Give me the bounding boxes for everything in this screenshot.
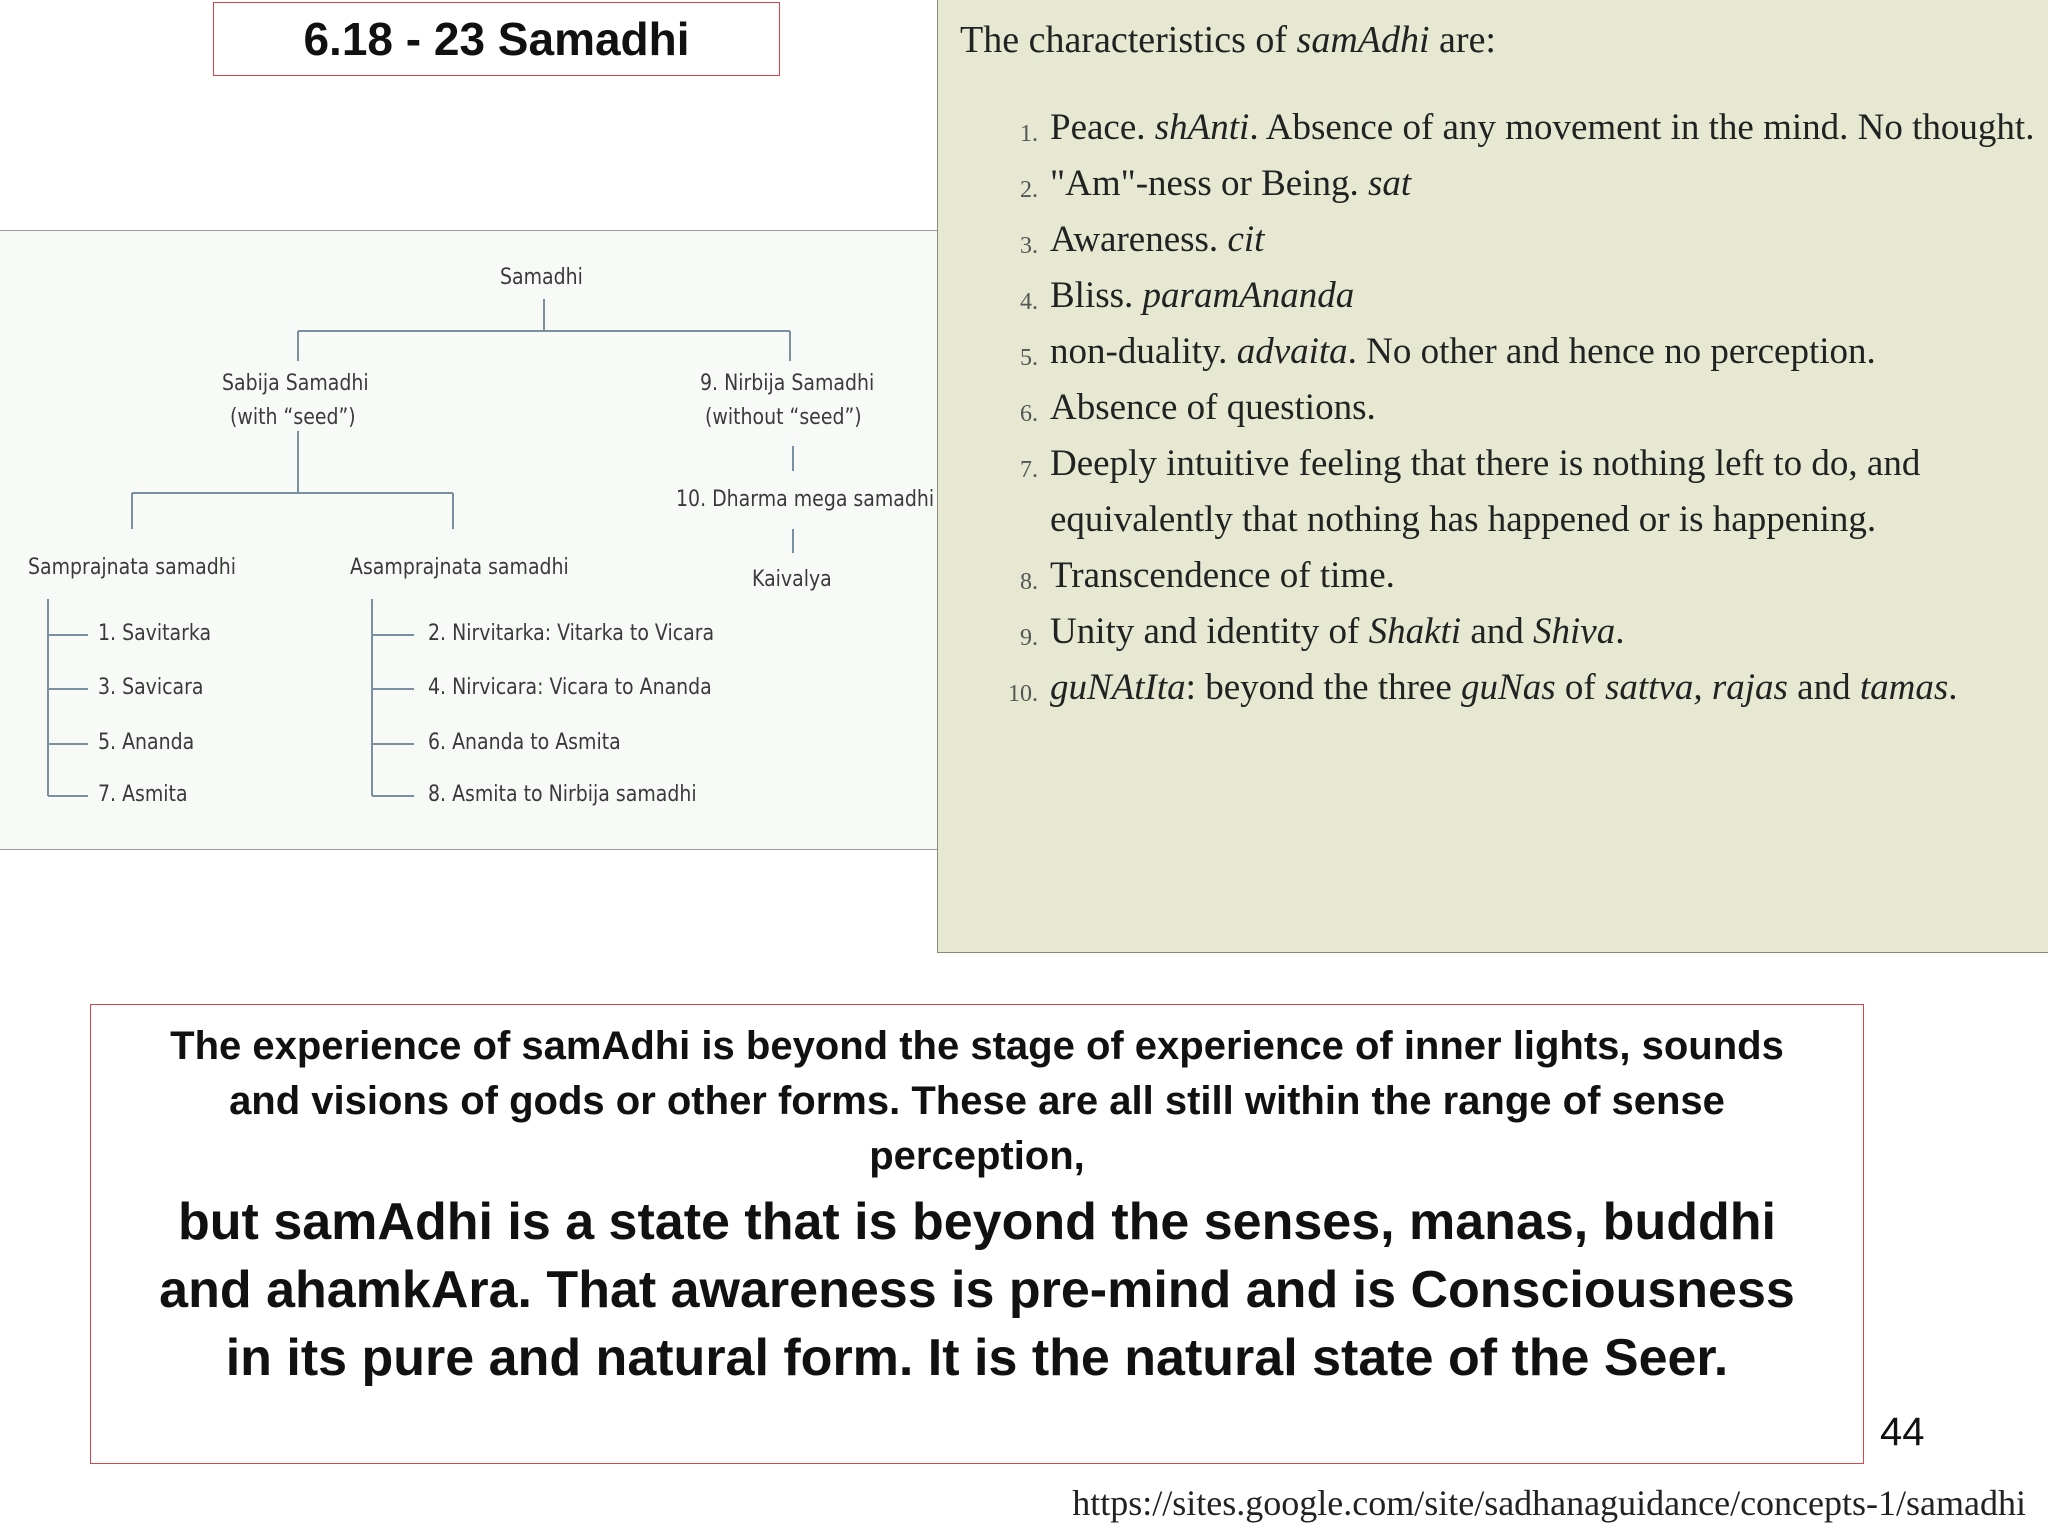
characteristic-item (938, 100, 2038, 156)
characteristic-text: and (1787, 667, 1860, 708)
characteristic-item (938, 324, 2038, 380)
page-number: 44 (1880, 1410, 1925, 1454)
samadhi-tree-diagram (0, 230, 937, 850)
diagram-sabija-sub: (with “seed”) (230, 405, 356, 430)
characteristic-text: Bliss. (1050, 275, 1143, 316)
characteristic-item (938, 548, 2038, 604)
characteristic-text: Transcendence of time. (1050, 555, 1395, 596)
characteristic-text: guNAtIta (1050, 667, 1186, 708)
characteristic-number: 9. (1020, 625, 1038, 651)
samprajnata-item: 3. Savicara (98, 675, 204, 700)
characteristic-text: : beyond the three (1185, 667, 1462, 708)
characteristics-panel (937, 0, 2048, 953)
characteristic-text: cit (1227, 219, 1265, 260)
characteristic-text: guNas (1461, 667, 1556, 708)
summary-box (90, 1004, 1864, 1464)
characteristic-number: 8. (1020, 569, 1038, 595)
characteristic-text: . Absence of any movement in the mind. No thought. (1249, 107, 2035, 148)
diagram-kaivalya: Kaivalya (752, 567, 832, 592)
characteristic-text: . No other and hence no perception. (1347, 331, 1876, 372)
asamprajnata-item: 6. Ananda to Asmita (428, 730, 621, 755)
source-url[interactable]: https://sites.google.com/site/sadhanaguidance/concepts-1/samadhi (1072, 1483, 2026, 1523)
characteristic-text: shAnti (1154, 107, 1250, 148)
diagram-asamprajnata: Asamprajnata samadhi (350, 555, 569, 580)
characteristic-text: advaita (1236, 331, 1348, 372)
characteristic-item (938, 380, 2038, 436)
characteristic-text: sat (1367, 163, 1412, 204)
characteristic-text: paramAnanda (1142, 275, 1355, 316)
characteristic-text: Peace. (1050, 107, 1155, 148)
characteristic-text: Shakti (1368, 611, 1462, 652)
characteristic-text: tamas (1859, 667, 1949, 708)
characteristic-number: 5. (1020, 345, 1038, 371)
characteristic-text: non-duality. (1050, 331, 1237, 372)
asamprajnata-item: 4. Nirvicara: Vicara to Ananda (428, 675, 712, 700)
characteristic-text: Shiva (1533, 611, 1616, 652)
diagram-samprajnata: Samprajnata samadhi (28, 555, 237, 580)
summary-intro: The experience of samAdhi is beyond the stage of experience of inner lights, sounds and visions of gods or other forms. These are all still within the range of sense perception, (170, 1024, 1784, 1178)
characteristic-text: . (1615, 611, 1625, 652)
heading-term: samAdhi (1296, 19, 1430, 61)
characteristic-text: "Am"-ness or Being. (1050, 163, 1368, 204)
characteristic-number: 2. (1020, 177, 1038, 203)
diagram-nirbija-label: 9. Nirbija Samadhi (700, 371, 875, 396)
characteristic-number: 4. (1020, 289, 1038, 315)
characteristic-text: . (1948, 667, 1958, 708)
diagram-dharma-mega: 10. Dharma mega samadhi (676, 487, 935, 512)
characteristic-number: 1. (1020, 121, 1038, 147)
asamprajnata-item: 8. Asmita to Nirbija samadhi (428, 782, 697, 807)
characteristic-number: 3. (1020, 233, 1038, 259)
asamprajnata-item: 2. Nirvitarka: Vitarka to Vicara (428, 621, 715, 646)
characteristic-number: 6. (1020, 401, 1038, 427)
samprajnata-item: 7. Asmita (98, 782, 188, 807)
characteristic-text: and (1461, 611, 1533, 652)
characteristic-text: Absence of questions. (1050, 387, 1376, 428)
characteristics-list (938, 100, 2038, 716)
diagram-sabija-label: Sabija Samadhi (222, 371, 369, 396)
characteristic-item (938, 156, 2038, 212)
diagram-nirbija-sub: (without “seed”) (705, 405, 862, 430)
characteristic-item (938, 604, 2038, 660)
characteristic-item (938, 436, 2038, 548)
characteristic-text: of (1555, 667, 1605, 708)
samprajnata-item: 5. Ananda (98, 730, 195, 755)
characteristic-item (938, 268, 2038, 324)
heading-suffix: are: (1429, 19, 1496, 61)
slide-title: 6.18 - 23 Samadhi (213, 2, 780, 76)
characteristic-number: 10. (1008, 681, 1038, 707)
diagram-root-samadhi: Samadhi (500, 265, 583, 290)
diagram-connectors (0, 231, 937, 849)
characteristic-text: Awareness. (1050, 219, 1228, 260)
characteristic-item (938, 212, 2038, 268)
summary-emphasis: but samAdhi is a state that is beyond the senses, manas, buddhi and ahamkAra. That awareness is pre-mind and is Consciousness in its pure and natural form. It is the natural state of the Seer. (159, 1193, 1795, 1387)
characteristics-heading (960, 18, 1496, 62)
characteristic-text: Deeply intuitive feeling that there is nothing left to do, and equivalently that nothing has happened or is happening. (1050, 443, 1921, 540)
characteristic-text: sattva, rajas (1604, 667, 1788, 708)
samprajnata-item: 1. Savitarka (98, 621, 212, 646)
heading-prefix: The characteristics of (960, 19, 1297, 61)
characteristic-text: Unity and identity of (1050, 611, 1369, 652)
characteristic-number: 7. (1020, 457, 1038, 483)
characteristic-item (938, 660, 2038, 716)
